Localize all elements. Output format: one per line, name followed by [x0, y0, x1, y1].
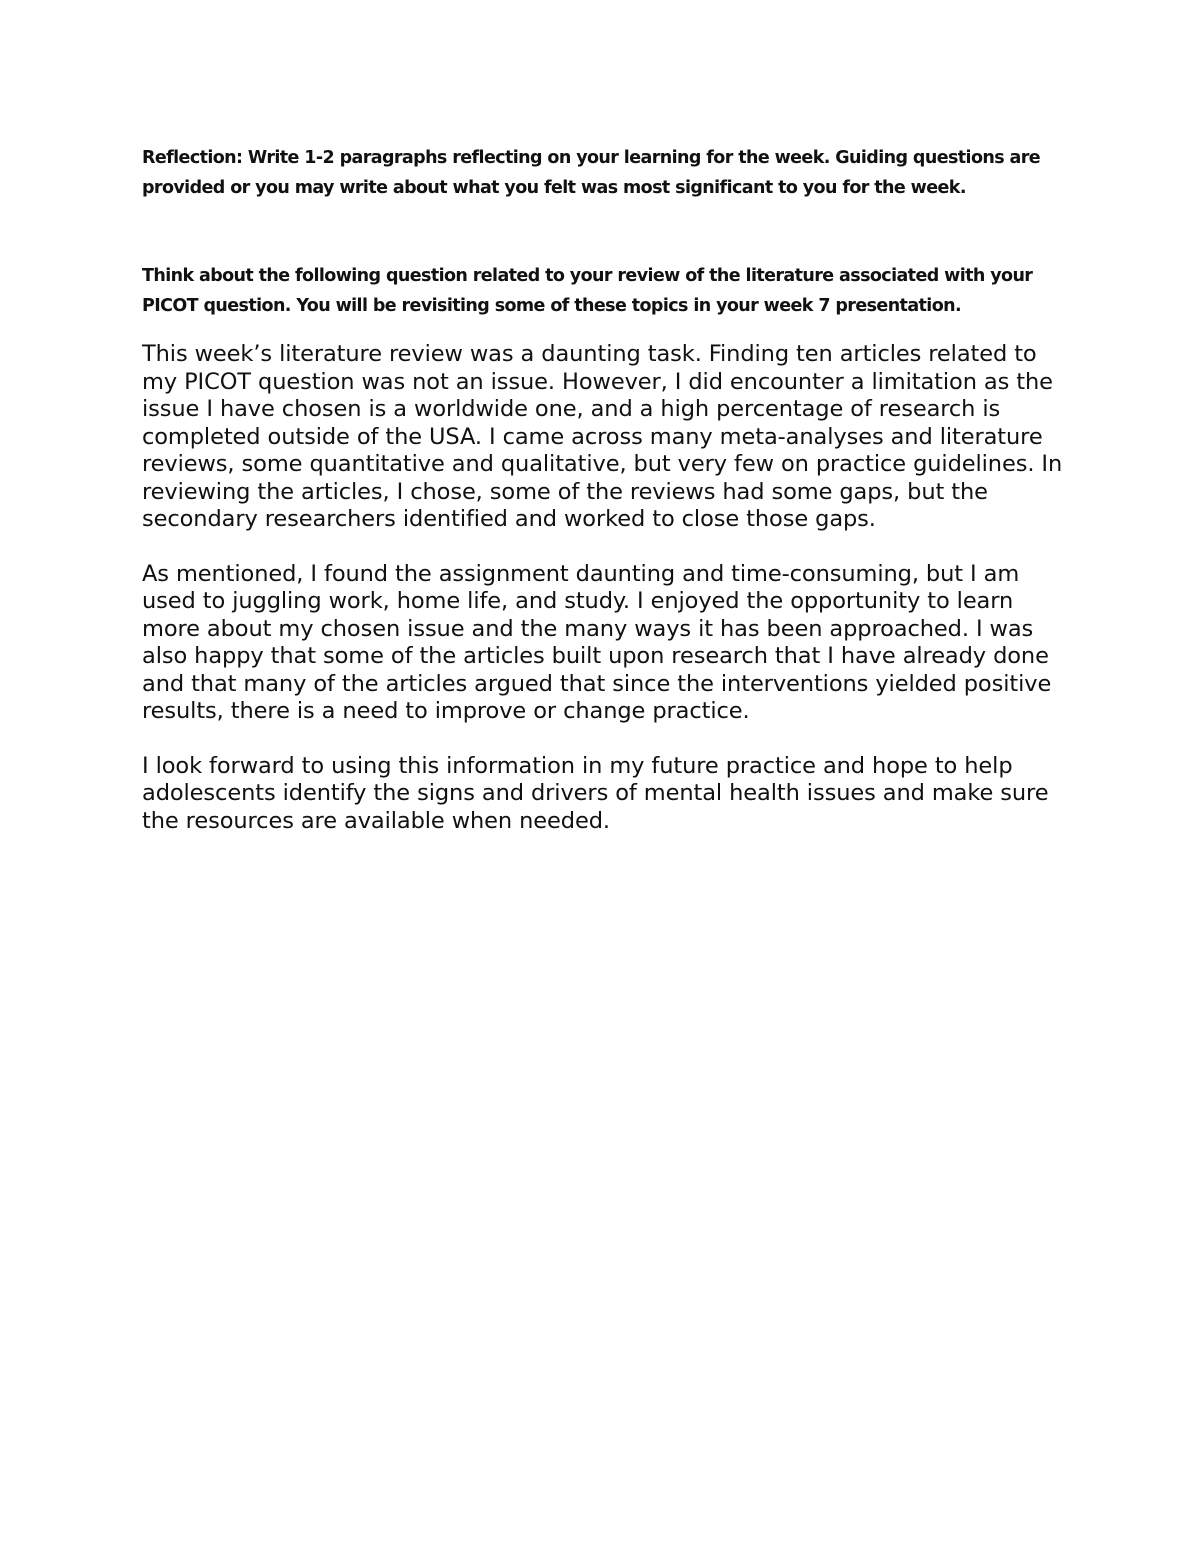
document-body [142, 143, 1072, 862]
response-paragraph-3: I look forward to using this information in my future practice and hope to help adolescents identify the signs and drivers of mental health issues and make sure the resources are available when needed. [142, 752, 1049, 834]
think-prompt: Think about the following question related to your review of the literature associated with your PICOT question. You will be revisiting some of these topics in your week 7 presentation. [142, 266, 1033, 316]
response-paragraph-2: As mentioned, I found the assignment daunting and time-consuming, but I am used to juggling work, home life, and study. I enjoyed the opportunity to learn more about my chosen issue and the many ways it has been approached. I was also happy that some of the articles built upon research that I have already done and that many of the articles argued that since the interventions yielded positive results, there is a need to improve or change practice. [142, 560, 1052, 724]
reflection-prompt: Reflection: Write 1-2 paragraphs reflecting on your learning for the week. Guiding questions are provided or you may write about what you felt was most significant to you for the week. [142, 148, 1041, 198]
response-paragraph-1: This week’s literature review was a daunting task. Finding ten articles related to my PICOT question was not an issue. However, I did encounter a limitation as the issue I have chosen is a worldwide one, and a high percentage of research is completed outside of the USA. I came across many meta-analyses and literature reviews, some quantitative and qualitative, but very few on practice guidelines. In reviewing the articles, I chose, some of the reviews had some gaps, but the secondary researchers identified and worked to close those gaps. [142, 341, 1063, 532]
